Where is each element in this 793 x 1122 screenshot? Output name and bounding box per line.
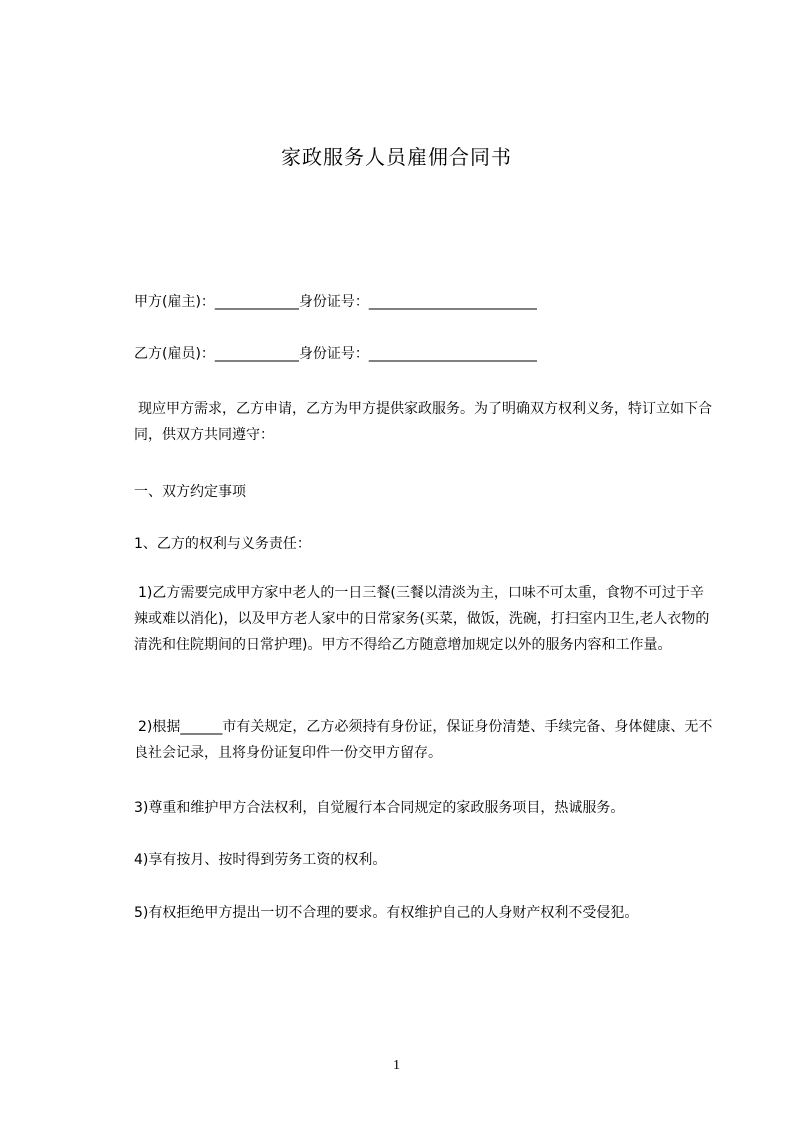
party-a-line: 甲方(雇主)：____________身份证号：________________________ (134, 294, 537, 310)
clause-item-2: 2)根据______市有关规定，乙方必须持有身份证，保证身份清楚、手续完备、身体健康、无不良社会记录，且将身份证复印件一份交甲方留存。 (134, 719, 713, 761)
party-b-line: 乙方(雇员)：____________身份证号：________________________ (134, 346, 537, 362)
clause-item-4: 4)享有按月、按时得到劳务工资的权利。 (134, 852, 387, 868)
subsection-heading: 1、乙方的权利与义务责任： (134, 536, 311, 552)
clause-item-1: 1)乙方需要完成甲方家中老人的一日三餐(三餐以清淡为主，口味不可太重，食物不可过于辛辣或难以消化)，以及甲方老人家中的日常家务(买菜，做饭，洗碗，打扫室内卫生,老人衣物的清洗和住院期间的日常护理)。甲方不得给乙方随意增加规定以外的服务内容和工作量。 (134, 585, 710, 653)
clause-item-3: 3)尊重和维护甲方合法权利，自觉履行本合同规定的家政服务项目，热诚服务。 (134, 800, 625, 816)
clause-item-5: 5)有权拒绝甲方提出一切不合理的要求。有权维护自己的人身财产权利不受侵犯。 (134, 905, 639, 921)
intro-paragraph: 现应甲方需求，乙方申请，乙方为甲方提供家政服务。为了明确双方权利义务，特订立如下合同，供双方共同遵守： (134, 401, 712, 443)
section-heading: 一、双方约定事项 (134, 484, 246, 500)
document-title: 家政服务人员雇佣合同书 (281, 145, 512, 169)
page-number: 1 (393, 1058, 400, 1073)
